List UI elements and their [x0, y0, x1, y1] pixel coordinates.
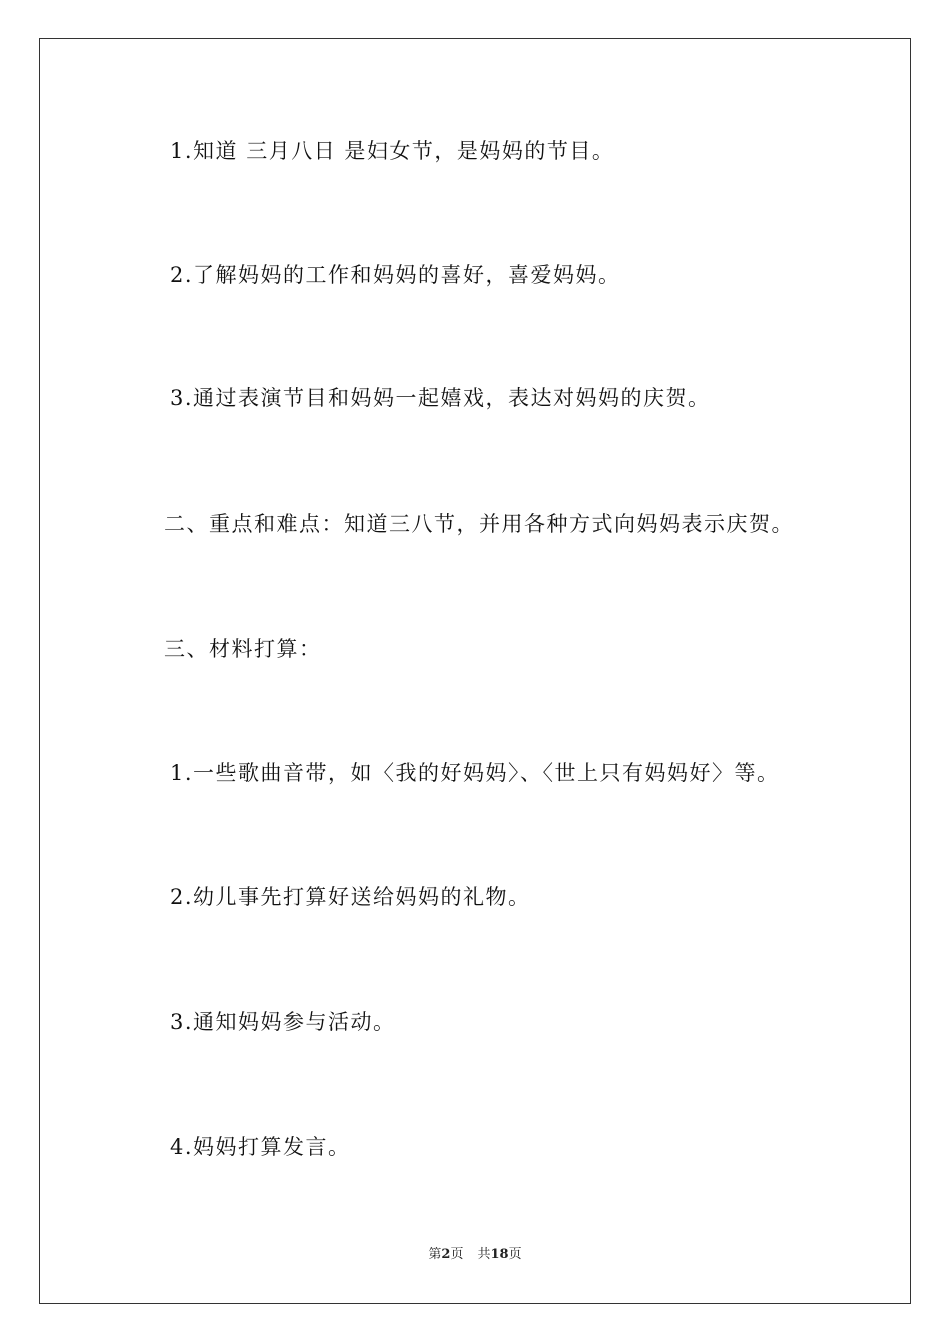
material-1: 1.一些歌曲音带，如〈我的好妈妈〉、〈世上只有妈妈好〉等。: [170, 761, 780, 785]
objective-2: 2.了解妈妈的工作和妈妈的喜好，喜爱妈妈。: [170, 263, 621, 287]
objective-1: 1.知道 三月八日 是妇女节，是妈妈的节目。: [170, 139, 615, 163]
total-suffix: 页: [508, 1247, 522, 1262]
page-prefix: 第: [428, 1247, 442, 1262]
page-footer: [0, 1246, 950, 1264]
page-border: [39, 38, 911, 1304]
page-total: 18: [490, 1247, 509, 1262]
material-3: 3.通知妈妈参与活动。: [170, 1010, 396, 1034]
section-key-points: 二、重点和难点：知道三八节，并用各种方式向妈妈表示庆贺。: [164, 512, 794, 536]
total-prefix: 共: [477, 1247, 491, 1262]
objective-3: 3.通过表演节目和妈妈一起嬉戏，表达对妈妈的庆贺。: [170, 386, 711, 410]
material-4: 4.妈妈打算发言。: [170, 1135, 351, 1159]
material-2: 2.幼儿事先打算好送给妈妈的礼物。: [170, 885, 531, 909]
page-suffix: 页: [450, 1247, 464, 1262]
page-current: 2: [441, 1247, 451, 1262]
section-materials-heading: 三、材料打算：: [164, 637, 322, 661]
